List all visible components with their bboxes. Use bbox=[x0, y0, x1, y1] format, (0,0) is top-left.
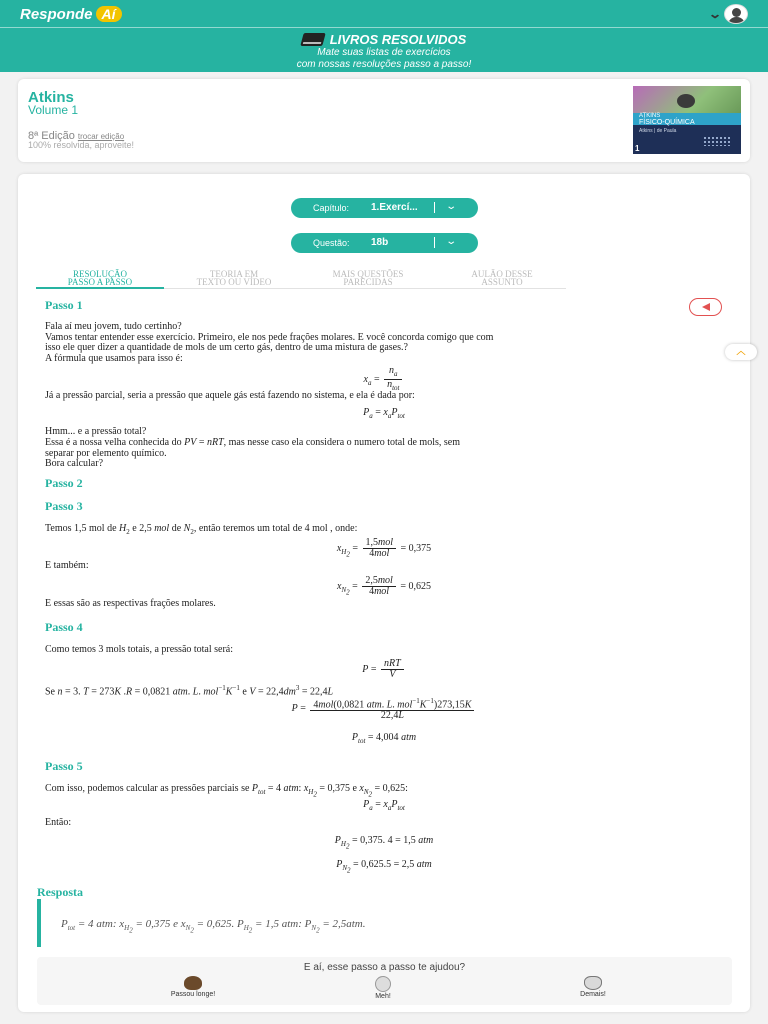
logo-badge: Aí bbox=[96, 6, 122, 22]
book-resolved-status: 100% resolvida, aproveite! bbox=[28, 140, 135, 150]
feedback-question: E aí, esse passo a passo te ajudou? bbox=[303, 962, 466, 973]
avatar[interactable] bbox=[724, 4, 748, 24]
formula-xh2: $x_{H_2}$ = $\frac{\text{1,5mol}}{\text{4mol}}$ = 0,375 bbox=[336, 537, 432, 559]
step-text: Com isso, podemos calcular as pressões parciais se $P_{tot} = 4$ atm: $x_{H_2} = 0,375$ e $x_{N_2} = 0,625$: bbox=[45, 783, 408, 799]
book-volume: Volume 1 bbox=[28, 103, 79, 117]
step-text: isso ele quer dizer a quantidade de mols de um certo gás, dentro de uma mistura de gases.? bbox=[45, 342, 408, 353]
edition-label: 8ª Edição bbox=[28, 130, 75, 142]
formula-total-pressure: $P_{tot} = 4,004$ atm bbox=[351, 732, 417, 745]
step-5-title: Passo 5 bbox=[45, 759, 83, 773]
feedback-bad-button[interactable]: Passou longe! bbox=[148, 976, 238, 998]
question-label: Questão: bbox=[313, 238, 350, 248]
cat-face-icon bbox=[584, 976, 602, 990]
formula-xn2: $x_{N_2}$ = $\frac{\text{2,5mol}}{\text{4mol}}$ = 0,625 bbox=[337, 575, 431, 597]
neutral-face-icon bbox=[375, 976, 391, 992]
chapter-value: 1.Exercí... bbox=[371, 202, 418, 213]
step-1-title: Passo 1 bbox=[45, 298, 83, 312]
tab-similar-questions[interactable]: MAIS QUESTÕES PARECIDAS bbox=[332, 269, 404, 287]
formula-partial-pressure: $P_a = x_aP_{tot}$ bbox=[363, 407, 405, 420]
step-text: separar por elemento químico. bbox=[45, 448, 167, 459]
logo-text: Responde bbox=[20, 6, 93, 23]
step-text: Já a pressão parcial, seria a pressão que aquele gás está fazendo no sistema, e ela é dada por: bbox=[45, 390, 415, 401]
book-cover bbox=[633, 86, 741, 154]
step-text: E essas são as respectivas frações molares. bbox=[45, 598, 216, 609]
tab-step-by-step[interactable]: RESOLUÇÃO PASSO A PASSO bbox=[67, 269, 133, 287]
question-value: 18b bbox=[371, 237, 389, 248]
step-2-title: Passo 2 bbox=[45, 476, 83, 490]
answer-box bbox=[37, 899, 737, 947]
step-text: Como temos 3 mols totais, a pressão total será: bbox=[45, 644, 234, 655]
question-select[interactable] bbox=[291, 233, 478, 253]
cover-pattern bbox=[703, 136, 731, 146]
chapter-select[interactable] bbox=[291, 198, 478, 218]
step-4-title: Passo 4 bbox=[45, 620, 83, 634]
change-edition-link[interactable]: trocar edição bbox=[77, 132, 125, 141]
feedback-great-button[interactable]: Demais! bbox=[548, 976, 638, 998]
cover-title: FÍSICO-QUÍMICA bbox=[639, 119, 695, 126]
step-text: Hmm... e a pressão total? bbox=[45, 426, 147, 437]
active-tab-indicator bbox=[36, 287, 164, 289]
feedback-panel bbox=[37, 957, 732, 1005]
formula-partial-pressure: $P_a = x_aP_{tot}$ bbox=[363, 799, 405, 812]
tab-theory[interactable]: TEORIA EM TEXTO OU VÍDEO bbox=[196, 269, 272, 287]
formula-total-pressure-calc: P = $\frac{4mol(0,0821 atm. L. mol^{-1}K^{-1})273,15K}{22,4L}$ bbox=[18, 696, 750, 721]
promo-line-1: Mate suas listas de exercícios bbox=[317, 47, 451, 58]
step-3-title: Passo 3 bbox=[45, 499, 83, 513]
cover-number: 1 bbox=[635, 144, 640, 153]
cover-subtitle: Atkins | de Paula bbox=[639, 128, 677, 134]
tab-bar bbox=[36, 270, 566, 288]
step-text: Se n = 3. T = 273K .R = 0,0821 atm. L. $mol^{-1}K^{-1}$ e $V = 22,4dm^3 = 22,4L$ bbox=[45, 684, 334, 698]
divider bbox=[0, 27, 768, 28]
feedback-meh-button[interactable]: Meh! bbox=[338, 976, 428, 1000]
cover-sphere bbox=[677, 94, 695, 108]
step-text: E também: bbox=[45, 560, 89, 571]
step-text: Fala aí meu jovem, tudo certinho? bbox=[45, 321, 182, 332]
promo-banner[interactable] bbox=[0, 32, 768, 71]
poop-icon bbox=[184, 976, 202, 990]
answer-title: Resposta bbox=[37, 885, 84, 899]
promo-line-2: com nossas resoluções passo a passo! bbox=[296, 59, 472, 70]
step-text: A fórmula que usamos para isso é: bbox=[45, 353, 183, 364]
chevron-up-icon: ︿ bbox=[736, 346, 746, 356]
divider bbox=[434, 237, 435, 248]
step-text: Essa é a nossa velha conhecida do PV = nRT, mas nesse caso ela considera o numero total de mols, sem bbox=[45, 437, 460, 448]
chevron-down-icon[interactable]: ⌄ bbox=[445, 236, 458, 247]
book-title: Atkins bbox=[28, 89, 74, 106]
step-text: Vamos tentar entender esse exercício. Primeiro, ele nos pede frações molares. E você concorda comigo que com bbox=[45, 332, 494, 343]
solution-card bbox=[18, 174, 750, 1012]
report-button[interactable] bbox=[689, 298, 722, 316]
formula-pn2: $P_{N_2} = 0,625.5 = 2,5$ atm bbox=[336, 859, 432, 875]
step-text: Temos 1,5 mol de $H_2$ e 2,5 mol de $N_2$, então teremos um total de 4 mol , onde: bbox=[45, 523, 358, 536]
book-icon bbox=[300, 33, 325, 46]
formula-ph2: $P_{H_2} = 0,375$. 4 = 1,5 atm bbox=[334, 835, 434, 851]
divider bbox=[434, 202, 435, 213]
promo-title: LIVROS RESOLVIDOS bbox=[329, 32, 467, 47]
chapter-label: Capítulo: bbox=[313, 203, 350, 213]
tab-class[interactable]: AULÃO DESSE ASSUNTO bbox=[471, 269, 533, 287]
book-card bbox=[18, 79, 750, 162]
top-bar bbox=[0, 0, 768, 72]
step-text: Bora calcular? bbox=[45, 458, 104, 469]
chevron-down-icon[interactable]: ⌄ bbox=[707, 7, 723, 21]
logo[interactable] bbox=[20, 6, 122, 23]
answer-text: $P_{tot} = 4$ atm: $x_{H_2} = 0,375$ e $x_{N_2} = 0,625$. $P_{H_2} = 1,5$ atm: $P_{N_2} = 2,5atm$. bbox=[61, 918, 366, 935]
chevron-down-icon[interactable]: ⌄ bbox=[445, 201, 458, 212]
cover-author: ATKINS bbox=[639, 113, 661, 119]
formula-mole-fraction: $x_a$ = $\frac{n_a}{n_{tot}}$ bbox=[18, 366, 750, 393]
formula-ideal-gas: P = $\frac{\text{nRT}}{V}$ bbox=[18, 659, 750, 680]
user-menu[interactable] bbox=[707, 4, 748, 24]
scroll-up-button[interactable] bbox=[725, 344, 757, 360]
step-text: Então: bbox=[45, 817, 72, 828]
